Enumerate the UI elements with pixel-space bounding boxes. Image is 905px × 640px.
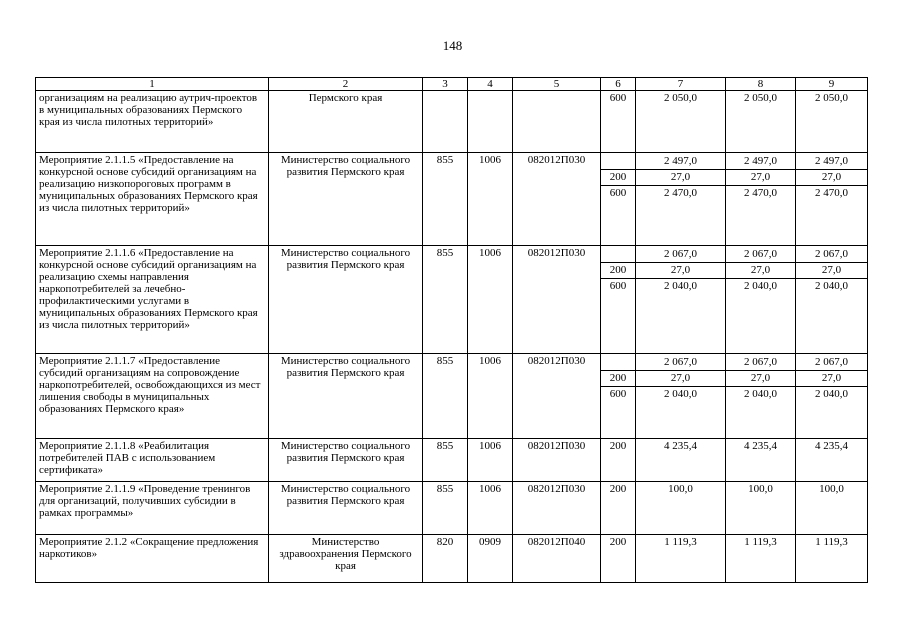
amount-value: 27,0 [726, 371, 795, 387]
section-code-cell: 1006 [468, 482, 513, 535]
ministry-code-cell: 855 [423, 354, 468, 439]
section-code-cell: 1006 [468, 439, 513, 482]
amount-cell [636, 153, 726, 246]
section-code-cell: 1006 [468, 246, 513, 354]
amount-value: 2 067,0 [726, 355, 795, 371]
activity-name-cell: Мероприятие 2.1.1.6 «Предоставление на конкурсной основе субсидий организациям на реализацию схемы направления наркопотребителей за лечебно-профилактическими услугами в муниципальных образованиях Пермского края из числа пилотных территорий» [36, 246, 269, 354]
table-row [36, 153, 868, 246]
page-number: 148 [442, 38, 463, 53]
ministry-code-cell: 820 [423, 535, 468, 583]
activity-name-cell: организациям на реализацию аутрич-проектов в муниципальных образованиях Пермского края из числа пилотных территорий» [36, 91, 269, 153]
expense-type-value: 200 [601, 371, 635, 387]
expense-type-value: 600 [609, 388, 627, 400]
header-cell-5: 5 [513, 78, 601, 91]
expense-type-value: 600 [609, 280, 627, 292]
table-row [36, 246, 868, 354]
amount-value: 2 497,0 [726, 154, 795, 170]
amount-cell [796, 354, 868, 439]
activity-name-cell: Мероприятие 2.1.1.5 «Предоставление на конкурсной основе субсидий организациям на реализацию низкопороговых программ в муниципальных образованиях Пермского края из числа пилотных территорий» [36, 153, 269, 246]
activity-name-cell: Мероприятие 2.1.1.9 «Проведение тренингов для организаций, получивших субсидии в рамках программы» [36, 482, 269, 535]
target-article-cell: 082012П030 [513, 354, 601, 439]
amount-value: 2 040,0 [664, 388, 697, 400]
expense-type-value: 200 [601, 170, 635, 186]
amount-value: 2 470,0 [664, 187, 697, 199]
amount-value: 2 470,0 [815, 187, 848, 199]
amount-value: 27,0 [636, 263, 725, 279]
expense-type-cell: 200 [601, 535, 636, 583]
amount-value: 27,0 [726, 263, 795, 279]
section-code-cell: 1006 [468, 354, 513, 439]
expense-type-value: 600 [609, 187, 627, 199]
header-row [36, 78, 868, 91]
header-cell-7: 7 [636, 78, 726, 91]
expense-type-value: 200 [601, 263, 635, 279]
header-cell-9: 9 [796, 78, 868, 91]
amount-value: 2 040,0 [744, 388, 777, 400]
amount-cell: 100,0 [726, 482, 796, 535]
header-cell-3: 3 [423, 78, 468, 91]
activity-name-cell: Мероприятие 2.1.1.8 «Реабилитация потребителей ПАВ с использованием сертификата» [36, 439, 269, 482]
amount-cell: 2 050,0 [636, 91, 726, 153]
amount-cell: 2 050,0 [726, 91, 796, 153]
activity-name-cell: Мероприятие 2.1.2 «Сокращение предложения наркотиков» [36, 535, 269, 583]
amount-value: 2 067,0 [726, 247, 795, 263]
ministry-code-cell [423, 91, 468, 153]
amount-value: 27,0 [796, 170, 867, 186]
ministry-code-cell: 855 [423, 153, 468, 246]
ministry-code-cell: 855 [423, 482, 468, 535]
target-article-cell: 082012П030 [513, 153, 601, 246]
expense-type-cell [601, 153, 636, 246]
amount-cell [796, 153, 868, 246]
amount-cell [726, 354, 796, 439]
responsible-org-cell: Министерство социального развития Пермского края [269, 439, 423, 482]
header-cell-4: 4 [468, 78, 513, 91]
expense-type-value [601, 247, 635, 263]
table-row [36, 535, 868, 583]
amount-cell: 1 119,3 [636, 535, 726, 583]
section-code-cell [468, 91, 513, 153]
amount-cell: 4 235,4 [796, 439, 868, 482]
amount-cell: 4 235,4 [636, 439, 726, 482]
header-cell-6: 6 [601, 78, 636, 91]
amount-value: 2 040,0 [815, 388, 848, 400]
table-row [36, 482, 868, 535]
expense-type-value [601, 355, 635, 371]
expense-type-cell: 200 [601, 439, 636, 482]
amount-value: 27,0 [796, 371, 867, 387]
table-row [36, 439, 868, 482]
amount-value: 2 067,0 [636, 247, 725, 263]
target-article-cell: 082012П030 [513, 246, 601, 354]
amount-cell [636, 246, 726, 354]
amount-cell: 100,0 [796, 482, 868, 535]
amount-value: 2 497,0 [636, 154, 725, 170]
amount-value: 27,0 [636, 371, 725, 387]
header-cell-2: 2 [269, 78, 423, 91]
amount-cell: 1 119,3 [796, 535, 868, 583]
ministry-code-cell: 855 [423, 246, 468, 354]
amount-value: 2 067,0 [796, 355, 867, 371]
amount-value: 2 497,0 [796, 154, 867, 170]
target-article-cell: 082012П040 [513, 535, 601, 583]
activity-name-cell: Мероприятие 2.1.1.7 «Предоставление субсидий организациям на сопровождение наркопотребителей, освобождающихся из мест лишения свободы в муниципальных образованиях Пермского края» [36, 354, 269, 439]
expense-type-value [601, 154, 635, 170]
table-row [36, 354, 868, 439]
section-code-cell: 1006 [468, 153, 513, 246]
amount-cell [726, 246, 796, 354]
header-cell-1: 1 [36, 78, 269, 91]
responsible-org-cell: Пермского края [269, 91, 423, 153]
target-article-cell: 082012П030 [513, 439, 601, 482]
responsible-org-cell: Министерство здравоохранения Пермского края [269, 535, 423, 583]
responsible-org-cell: Министерство социального развития Пермского края [269, 354, 423, 439]
amount-cell [796, 246, 868, 354]
amount-value: 2 040,0 [664, 280, 697, 292]
amount-value: 27,0 [726, 170, 795, 186]
target-article-cell [513, 91, 601, 153]
amount-cell: 4 235,4 [726, 439, 796, 482]
section-code-cell: 0909 [468, 535, 513, 583]
expense-type-cell [601, 354, 636, 439]
amount-value: 2 067,0 [796, 247, 867, 263]
amount-value: 2 470,0 [744, 187, 777, 199]
amount-value: 2 040,0 [744, 280, 777, 292]
amount-cell: 1 119,3 [726, 535, 796, 583]
amount-value: 27,0 [636, 170, 725, 186]
expense-type-cell: 200 [601, 482, 636, 535]
ministry-code-cell: 855 [423, 439, 468, 482]
amount-cell: 2 050,0 [796, 91, 868, 153]
amount-value: 2 067,0 [636, 355, 725, 371]
responsible-org-cell: Министерство социального развития Пермского края [269, 153, 423, 246]
amount-value: 2 040,0 [815, 280, 848, 292]
amount-value: 27,0 [796, 263, 867, 279]
target-article-cell: 082012П030 [513, 482, 601, 535]
expense-type-cell: 600 [601, 91, 636, 153]
amount-cell [726, 153, 796, 246]
amount-cell [636, 354, 726, 439]
responsible-org-cell: Министерство социального развития Пермского края [269, 482, 423, 535]
header-cell-8: 8 [726, 78, 796, 91]
amount-cell: 100,0 [636, 482, 726, 535]
expense-type-cell [601, 246, 636, 354]
budget-table [35, 77, 868, 583]
table-row [36, 91, 868, 153]
responsible-org-cell: Министерство социального развития Пермского края [269, 246, 423, 354]
